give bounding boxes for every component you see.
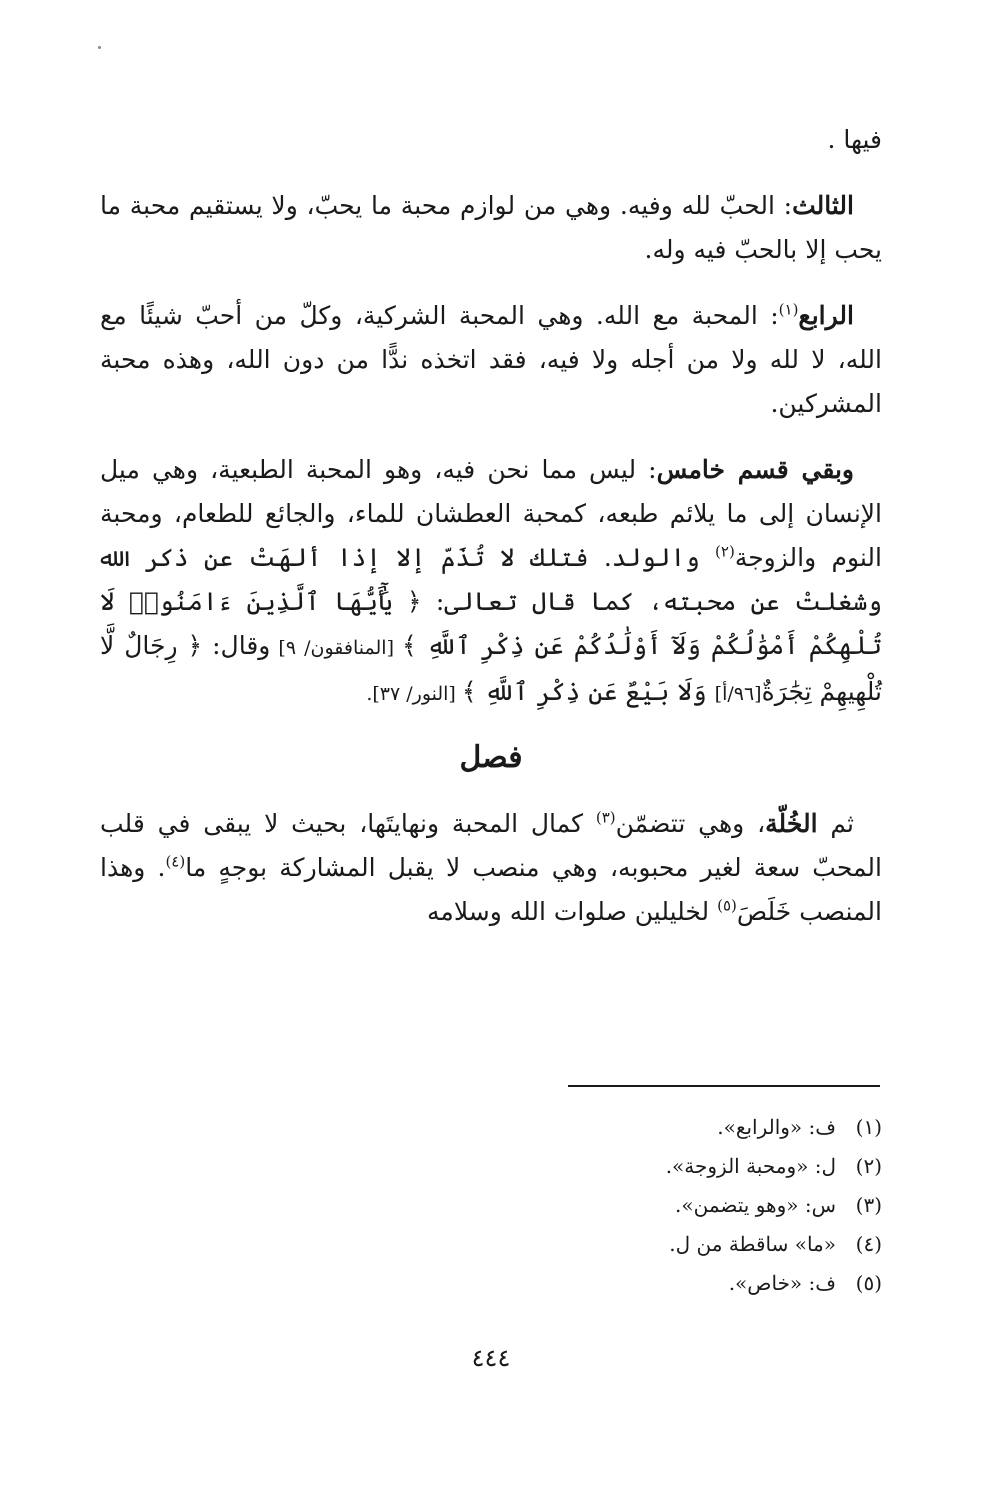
text-run: : الحبّ لله وفيه. وهي من لوازم محبة ما يحبّ، ولا يستقيم محبة ما يحب إلا بالحبّ فيه وله. [100,191,882,264]
footnote-text: «ما» ساقطة من ل. [669,1232,836,1256]
paragraph [100,802,882,934]
footnote-number: (٣) [855,1193,882,1217]
footnote-text: ف: «خاص». [728,1271,836,1295]
footnote-text: ل: «ومحبة الزوجة». [665,1154,836,1178]
footnote-item [100,1147,882,1186]
bold-term: الرابع [798,301,854,330]
footnote-number: (١) [855,1115,882,1139]
text-run: . وهذا المنصب خَلَصَ [100,853,882,926]
footnote-number: (٢) [855,1154,882,1178]
footnote-text: س: «وهو يتضمن». [675,1193,836,1217]
paragraph [100,294,882,426]
quran-verse: ﴿ يَٰٓأَيُّهَا ٱلَّذِينَ ءَامَنُوا۟ لَا تُلْهِكُمْ أَمْوَٰلُكُمْ وَلَآ أَوْلَٰدُكُمْ عَن ذِكْرِ ٱللَّهِ ﴾ [100,587,882,660]
text-run: : ليس مما نحن فيه، وهو المحبة الطبعية، وهي ميل الإنسان إلى ما يلائم طبعه، كمحبة العطشان للماء، والجائع للطعام، ومحبة النوم والزوجة [100,455,882,572]
text-run: : المحبة مع الله. وهي المحبة الشركية، وكلّ من أحبّ شيئًا مع الله، لا لله ولا من أجله ولا فيه، فقد اتخذه ندًّا من دون الله، وهذه محبة المشركين. [100,301,882,418]
quran-verse: وَلَا بَيْعٌ عَن ذِكْرِ ٱللَّهِ ﴾ [461,677,715,706]
footnote-marker: (٥) [717,896,737,915]
text-run: وقال: [202,631,271,660]
text-run: لخليلين صلوات الله وسلامه [427,897,718,926]
paragraph [100,184,882,272]
text-run: والولد. فتلك لا تُذَمّ إلا إذا ألهَتْ عن ذكر الله وشغلتْ عن محبته، كما قال تعالى: [100,543,882,616]
section-heading: فصل [459,740,523,775]
verse-reference: [النور/ ٣٧]. [366,683,462,705]
footnotes [100,1108,882,1303]
main-text [100,118,882,956]
scan-speck [98,46,101,49]
footnote-marker: (٤) [165,852,186,871]
text-run: فيها . [827,125,882,154]
text-run: كمال المحبة ونهايتَها، بحيث لا يبقى في قلب المحبّ سعة لغير محبوبه، وهي منصب لا يقبل المشاركة بوجهٍ ما [100,809,882,882]
manuscript-reference: [٩٦/أ] [714,683,762,705]
paragraph [100,118,882,162]
verse-reference: [المنافقون/ ٩] [270,637,403,659]
footnote-marker: (١) [778,300,799,319]
footnote-marker: (٣) [595,808,616,827]
bold-term: الخُلّة [765,809,818,838]
footnote-item [100,1186,882,1225]
footnote-divider [568,1085,880,1087]
footnote-number: (٥) [855,1271,882,1295]
footnote-item [100,1225,882,1264]
quran-verse: ﴿ رِجَالٌ لَّا تُلْهِيهِمْ تِجَٰرَةٌ [100,631,882,706]
text-run: ، وهي تتضمّن [615,809,766,838]
footnote-number: (٤) [855,1232,882,1256]
footnote-text: ف: «والرابع». [717,1115,836,1139]
footnote-item [100,1264,882,1303]
text-run: ثم [817,809,854,838]
bold-term: الثالث [792,191,854,220]
bold-term: وبقي قسم خامس [656,455,854,484]
paragraph [100,448,882,716]
page-number: ٤٤٤ [471,1344,511,1372]
footnote-marker: (٢) [715,542,735,561]
footnote-item [100,1108,882,1147]
